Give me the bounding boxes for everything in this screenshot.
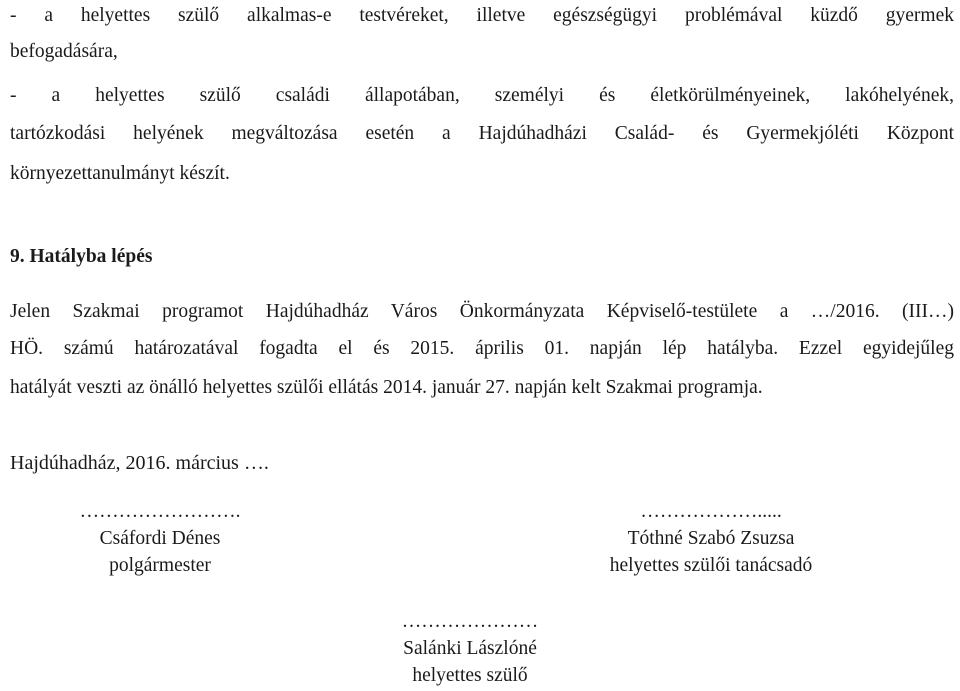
- text-line: befogadására,: [10, 41, 118, 62]
- text-line: HÖ. számú határozatával fogadta el és 2015. április 01. napján lép hatályba. Ezzel egyidejűleg: [10, 338, 954, 359]
- text-line: környezettanulmányt készít.: [10, 163, 230, 184]
- text-line: - a helyettes szülő családi állapotában, személyi és életkörülményeinek, lakóhelyének,: [10, 85, 954, 106]
- signature-left: [40, 500, 280, 578]
- section-heading: 9. Hatályba lépés: [10, 246, 153, 267]
- signature-title: helyettes szülői tanácsadó: [609, 555, 813, 576]
- signature-right: [556, 500, 866, 578]
- signature-dots: …………………….: [79, 501, 241, 522]
- text-line: tartózkodási helyének megváltozása esetén a Hajdúhadházi Család- és Gyermekjóléti Központ: [10, 123, 954, 144]
- text-line: hatályát veszti az önálló helyettes szülői ellátás 2014. január 27. napján kelt Szakmai programja.: [10, 377, 763, 398]
- signature-bottom: [340, 610, 600, 688]
- signature-title: polgármester: [109, 555, 211, 576]
- signature-title: helyettes szülő: [412, 665, 528, 686]
- place-date: Hajdúhadház, 2016. március ….: [10, 452, 269, 474]
- signature-dots: ……………….....: [640, 501, 782, 522]
- text-line: - a helyettes szülő alkalmas-e testvéreket, illetve egészségügyi problémával küzdő gyermek: [10, 5, 954, 26]
- signature-name: Csáfordi Dénes: [99, 528, 221, 549]
- text-line: Jelen Szakmai programot Hajdúhadház Város Önkormányzata Képviselő-testülete a …/2016. (III…): [10, 301, 954, 322]
- signature-name: Salánki Lászlóné: [403, 638, 537, 659]
- signature-dots: …………………: [401, 611, 539, 632]
- signature-name: Tóthné Szabó Zsuzsa: [627, 528, 795, 549]
